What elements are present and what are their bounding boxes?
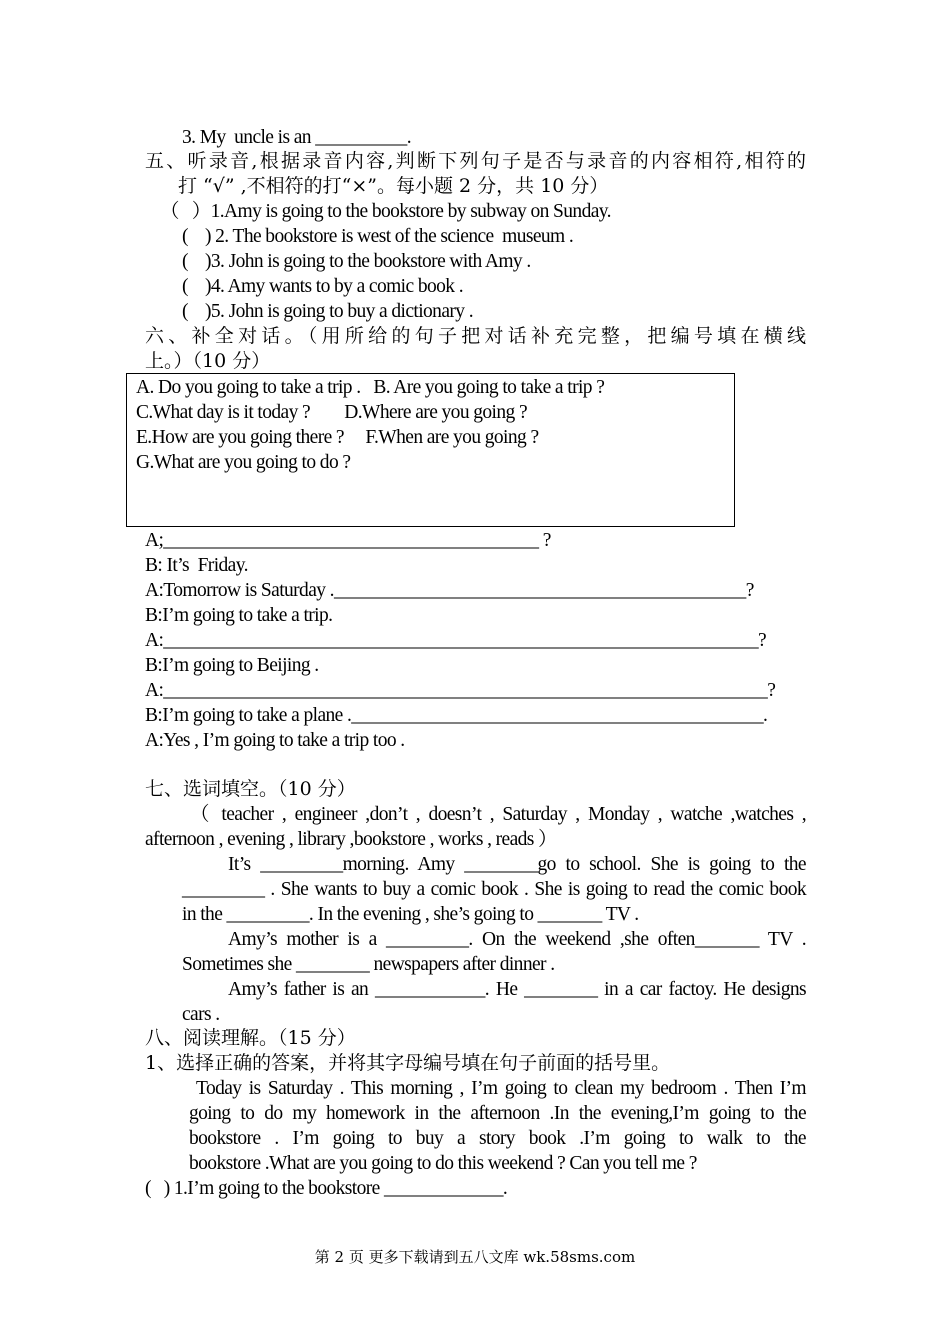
- cloze-line: Amy’s mother is a _________. On the weekend ,she often_______ TV .: [228, 929, 806, 950]
- section-heading-5: 五、听录音,根据录音内容,判断下列句子是否与录音的内容相符,相符的: [145, 150, 806, 172]
- word-bank-cont: afternoon , evening , library ,bookstore , works , reads ）: [145, 829, 557, 850]
- judge-item: （ ）1.Amy is going to the bookstore by subway on Sunday.: [160, 201, 611, 222]
- section-heading-6-cont: 上。）（10 分）: [145, 350, 271, 372]
- judge-item: ( )5. John is going to buy a dictionary .: [182, 301, 473, 322]
- reading-question: ( ) 1.I’m going to the bookstore _____________.: [145, 1178, 508, 1199]
- dialogue-line: B:I’m going to take a plane ._____________________________________________.: [145, 705, 768, 726]
- reading-instruction: 1、选择正确的答案，并将其字母编号填在句子前面的括号里。: [145, 1052, 671, 1074]
- cloze-line: Amy’s father is an ____________. He ________ in a car factoy. He designs: [228, 979, 806, 1000]
- question-line: 3. My uncle is an __________.: [182, 127, 411, 148]
- dialogue-line: A;_________________________________________ ?: [145, 530, 551, 551]
- passage-line: going to do my homework in the afternoon .In the evening,I’m going to the: [189, 1103, 806, 1124]
- option-line: E.How are you going there ? F.When are you going ?: [136, 427, 539, 448]
- section-heading-6: 六、补全对话。（用所给的句子把对话补充完整，把编号填在横线: [145, 325, 806, 347]
- section-heading-8: 八、阅读理解。（15 分）: [145, 1027, 356, 1049]
- cloze-line: cars .: [182, 1004, 220, 1025]
- dialogue-line: B:I’m going to Beijing .: [145, 655, 319, 676]
- section-instruction: 打 “√” ,不相符的打“×”。每小题 2 分，共 10 分）: [178, 175, 609, 197]
- option-line: C.What day is it today ? D.Where are you going ?: [136, 402, 528, 423]
- word-bank: （ teacher , engineer ,don’t , doesn’t , Saturday , Monday , watche ,watches ,: [190, 804, 806, 825]
- section-heading-7: 七、选词填空。（10 分）: [145, 778, 356, 800]
- judge-item: ( )4. Amy wants to by a comic book .: [182, 276, 463, 297]
- passage-line: Today is Saturday . This morning , I’m going to clean my bedroom . Then I’m: [196, 1078, 806, 1099]
- passage-line: bookstore .What are you going to do this weekend ? Can you tell me ?: [189, 1153, 697, 1174]
- cloze-line: in the _________. In the evening , she’s going to _______ TV .: [182, 904, 639, 925]
- dialogue-line: B:I’m going to take a trip.: [145, 605, 333, 626]
- dialogue-line: A:Tomorrow is Saturday ._____________________________________________?: [145, 580, 754, 601]
- dialogue-line: A:__________________________________________________________________?: [145, 680, 776, 701]
- dialogue-line: A:_________________________________________________________________?: [145, 630, 767, 651]
- cloze-line: It’s _________morning. Amy ________go to school. She is going to the: [228, 854, 806, 875]
- cloze-line: Sometimes she ________ newspapers after dinner .: [182, 954, 555, 975]
- dialogue-line: A:Yes , I’m going to take a trip too .: [145, 730, 405, 751]
- cloze-line: _________ . She wants to buy a comic book . She is going to read the comic book: [182, 879, 806, 900]
- dialogue-line: B: It’s Friday.: [145, 555, 248, 576]
- option-line: G.What are you going to do ?: [136, 452, 351, 473]
- judge-item: ( )3. John is going to the bookstore with Amy .: [182, 251, 531, 272]
- passage-line: bookstore . I’m going to buy a story book .I’m going to walk to the: [189, 1128, 806, 1149]
- option-line: A. Do you going to take a trip . B. Are you going to take a trip ?: [136, 377, 605, 398]
- judge-item: ( ) 2. The bookstore is west of the science museum .: [182, 226, 574, 247]
- page-footer: 第 2 页 更多下载请到五八文库 wk.58sms.com: [314, 1248, 636, 1266]
